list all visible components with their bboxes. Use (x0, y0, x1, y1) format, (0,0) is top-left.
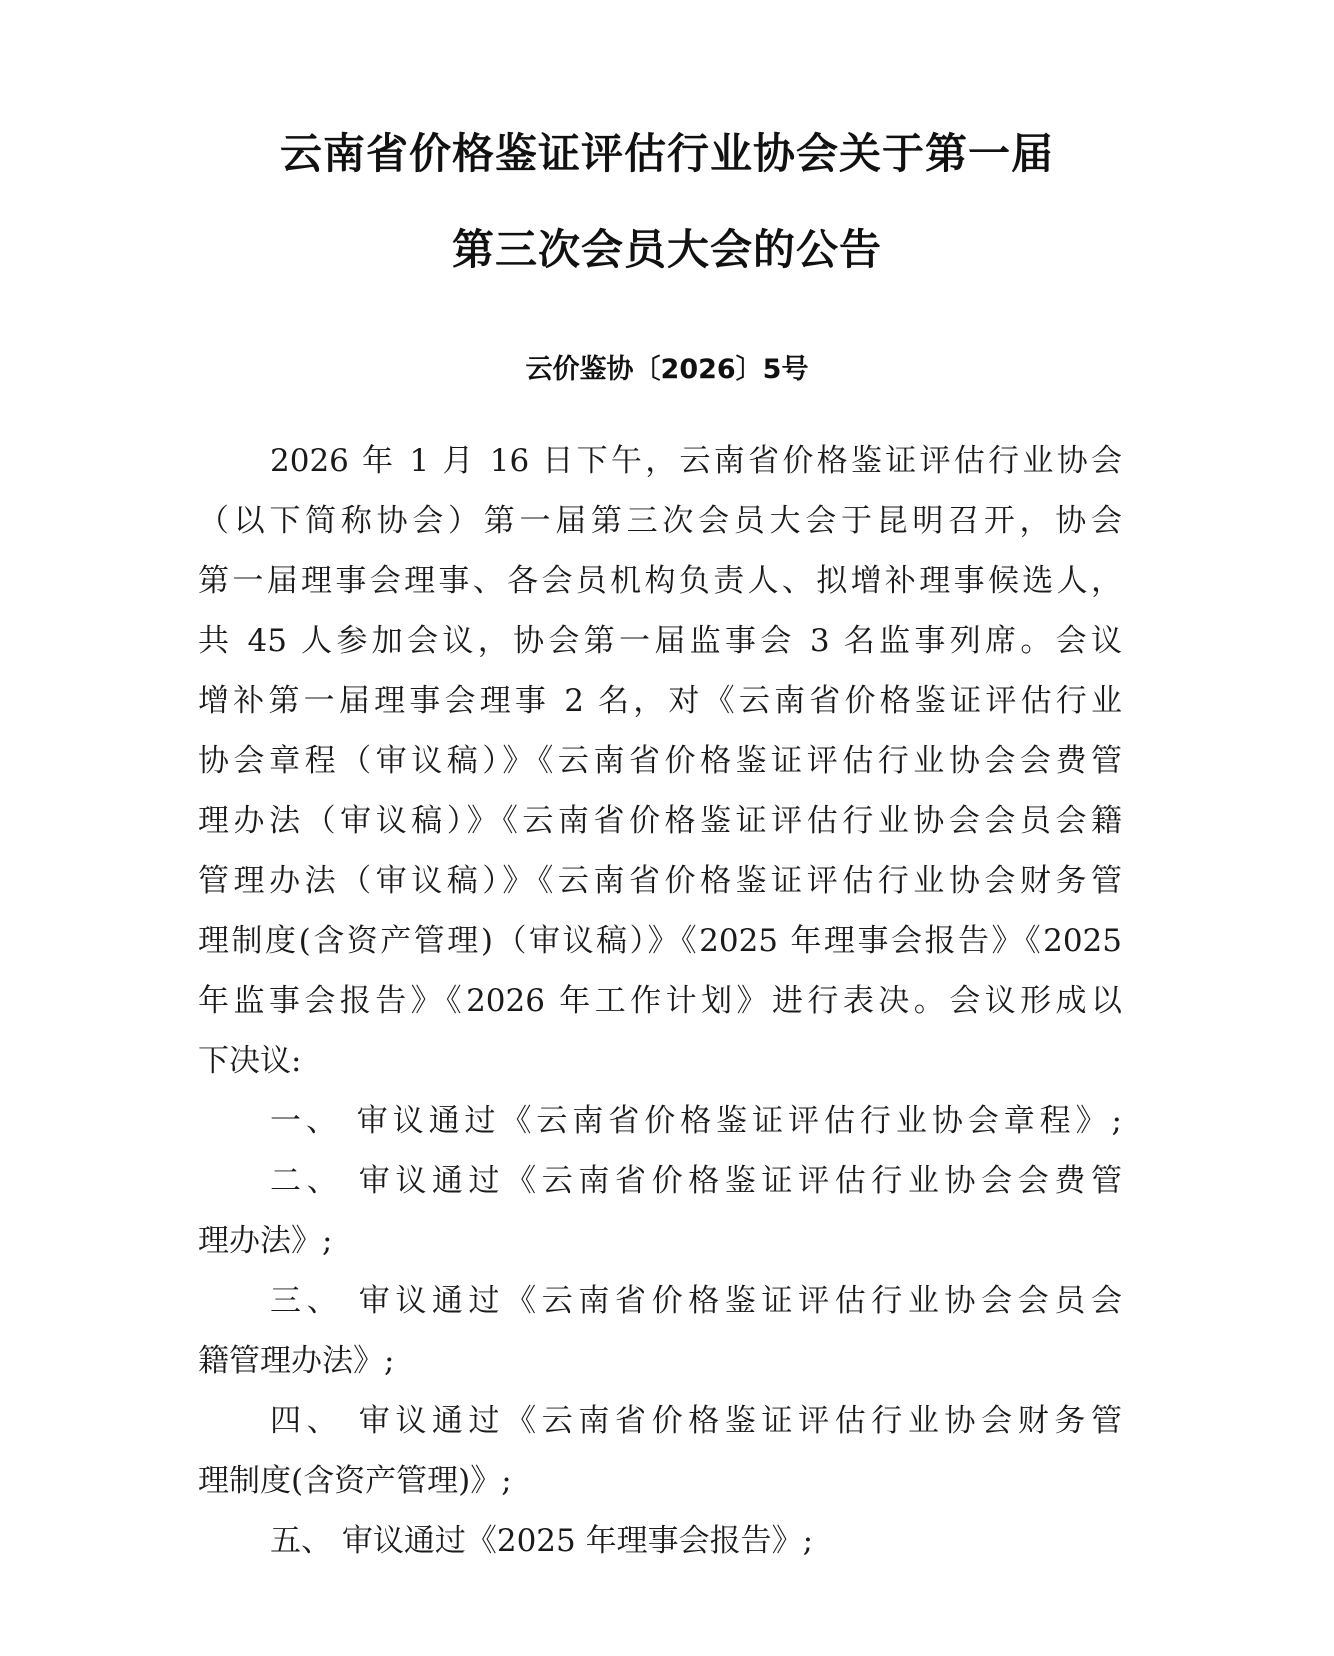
resolution-item-2-cont: 理办法》; (198, 1223, 333, 1259)
body-line: 2026 年 1 月 16 日下午，云南省价格鉴证评估行业协会 (270, 443, 1122, 479)
resolution-item-5: 五、 审议通过《2025 年理事会报告》; (270, 1523, 814, 1559)
body-line: 共 45 人参加会议，协会第一届监事会 3 名监事列席。会议 (198, 623, 1122, 659)
body-line: 理制度(含资产管理)（审议稿）》《2025 年理事会报告》《2025 (198, 923, 1122, 959)
body-line: 增补第一届理事会理事 2 名，对《云南省价格鉴证评估行业 (198, 683, 1122, 719)
body-line: 下决议: (198, 1043, 302, 1079)
body-line: 协会章程（审议稿）》《云南省价格鉴证评估行业协会会费管 (198, 743, 1122, 779)
resolution-item-2: 二、 审议通过《云南省价格鉴证评估行业协会会费管 (270, 1163, 1122, 1199)
document-title-line-2: 第三次会员大会的公告 (451, 225, 882, 274)
document-number: 云价鉴协〔2026〕5号 (525, 354, 809, 385)
resolution-item-1: 一、 审议通过《云南省价格鉴证评估行业协会章程》; (270, 1103, 1122, 1139)
body-line: 年监事会报告》《2026 年工作计划》进行表决。会议形成以 (198, 983, 1122, 1019)
document-title-line-1: 云南省价格鉴证评估行业协会关于第一届 (279, 129, 1054, 178)
body-line: 第一届理事会理事、各会员机构负责人、拟增补理事候选人， (198, 563, 1122, 599)
body-line: 管理办法（审议稿）》《云南省价格鉴证评估行业协会财务管 (198, 863, 1122, 899)
resolution-item-3: 三、 审议通过《云南省价格鉴证评估行业协会会员会 (270, 1283, 1122, 1319)
body-line: 理办法（审议稿）》《云南省价格鉴证评估行业协会会员会籍 (198, 803, 1122, 839)
resolution-item-3-cont: 籍管理办法》; (198, 1343, 395, 1379)
resolution-item-4: 四、 审议通过《云南省价格鉴证评估行业协会财务管 (270, 1403, 1122, 1439)
resolution-item-4-cont: 理制度(含资产管理)》; (198, 1463, 512, 1499)
body-line: （以下简称协会）第一届第三次会员大会于昆明召开，协会 (198, 503, 1122, 539)
